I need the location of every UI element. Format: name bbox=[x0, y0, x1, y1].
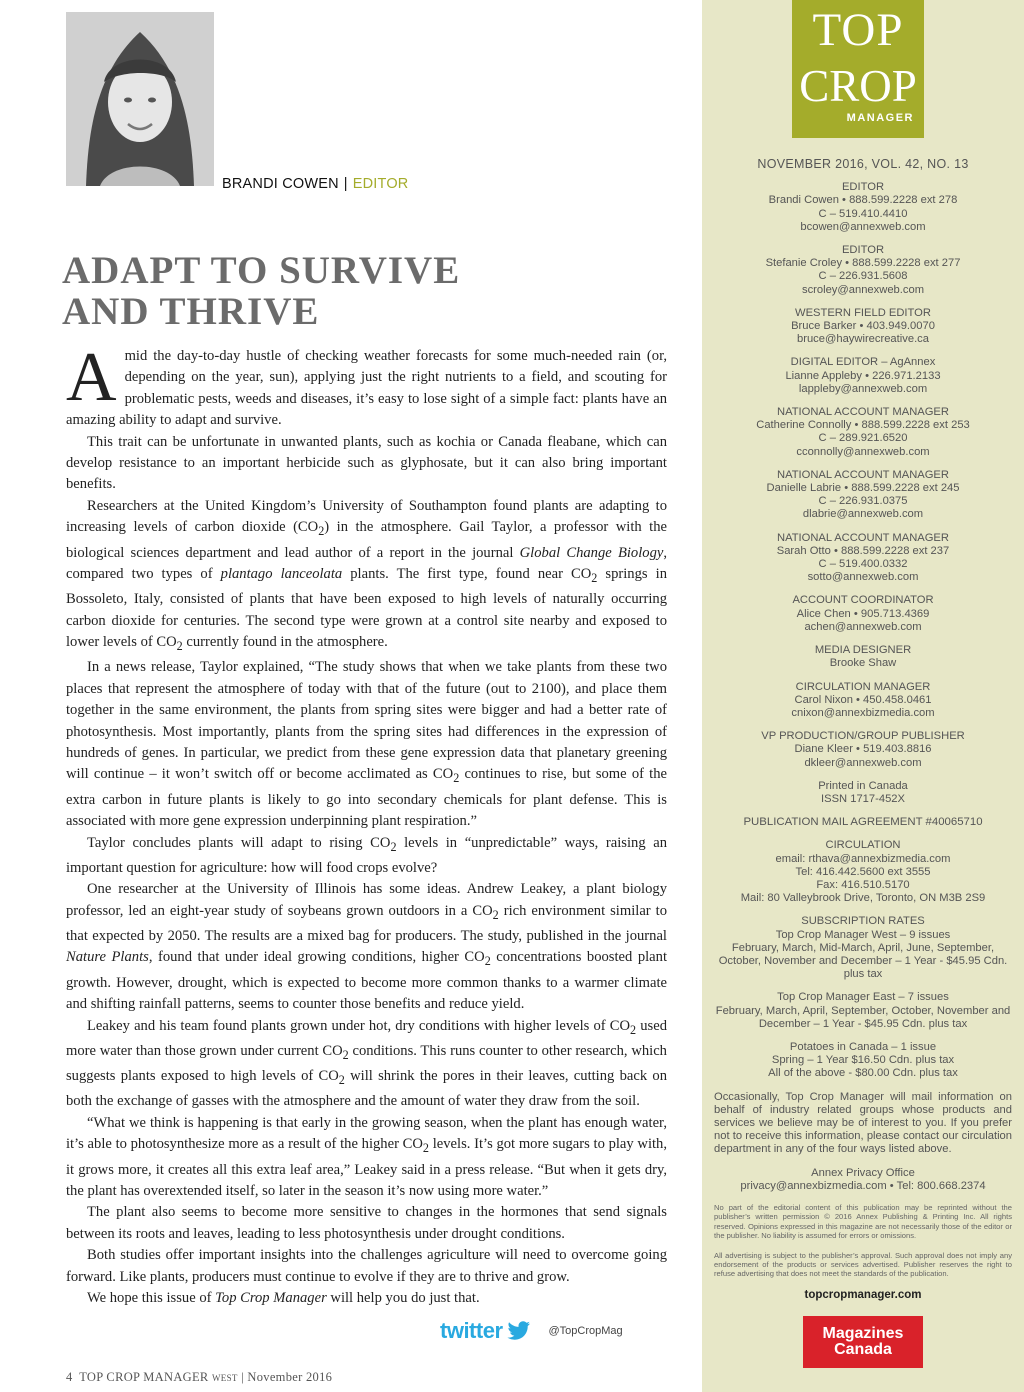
contact-title: VP PRODUCTION/GROUP PUBLISHER bbox=[761, 730, 965, 743]
contact-email[interactable]: bruce@haywirecreative.ca bbox=[797, 333, 929, 346]
contact-email[interactable]: scroley@annexweb.com bbox=[801, 283, 925, 296]
paragraph-1 bbox=[66, 339, 667, 432]
journal-name: Nature Plants bbox=[66, 949, 149, 966]
contact-block bbox=[714, 730, 1012, 770]
byline-role: EDITOR bbox=[352, 176, 409, 192]
contact-title: NATIONAL ACCOUNT MANAGER bbox=[777, 468, 949, 481]
circulation-title: CIRCULATION bbox=[825, 839, 901, 852]
contact-block bbox=[714, 307, 1012, 347]
circulation-block bbox=[714, 839, 1012, 905]
contact-email[interactable]: bcowen@annexweb.com bbox=[800, 220, 926, 233]
species-name: plantago lanceolata bbox=[220, 565, 343, 582]
contact-line: Danielle Labrie • 888.599.2228 ext 245 bbox=[766, 482, 960, 495]
paragraph-6 bbox=[66, 879, 667, 1015]
contact-block bbox=[714, 644, 1012, 670]
paragraph-11 bbox=[66, 1288, 667, 1309]
logo-line-3: MANAGER bbox=[846, 112, 914, 124]
issue-info: NOVEMBER 2016, VOL. 42, NO. 13 bbox=[757, 157, 969, 171]
contact-line: Stefanie Croley • 888.599.2228 ext 277 bbox=[765, 257, 961, 270]
magazine-name: Top Crop Manager bbox=[215, 1290, 327, 1307]
p5-text: levels in “unpredictable” ways, raising an important question for agriculture: how will food crops evolve? bbox=[66, 834, 667, 876]
potatoes-detail: Spring – 1 Year $16.50 Cdn. plus tax bbox=[771, 1054, 955, 1067]
subscription-east-block bbox=[714, 991, 1012, 1031]
contact-title: NATIONAL ACCOUNT MANAGER bbox=[777, 531, 949, 544]
contact-line: Bruce Barker • 403.949.0070 bbox=[791, 320, 935, 333]
editor-portrait-icon bbox=[66, 12, 214, 186]
all-of-above: All of the above - $80.00 Cdn. plus tax bbox=[768, 1067, 958, 1080]
contact-line: Diane Kleer • 519.403.8816 bbox=[794, 743, 932, 756]
twitter-link[interactable] bbox=[440, 1318, 623, 1344]
contact-email[interactable]: lappleby@annexweb.com bbox=[798, 382, 928, 395]
p8-text: levels. It’s got more sugars to play with, it grows more, it creates all this extra leaf area,” Leakey said in a press release. “But when it gets dry, the plant has overextended itself, so later in the season it’s now using more water.” bbox=[66, 1136, 667, 1199]
drop-cap: A bbox=[66, 339, 117, 416]
website-link[interactable]: topcropmanager.com bbox=[804, 1288, 922, 1301]
subscription-east-detail: February, March, April, September, October, November and December – 1 Year - $45.95 Cdn. plus tax bbox=[715, 1004, 1011, 1030]
subscript: 2 bbox=[338, 1073, 345, 1088]
p5-text: Taylor concludes plants will adapt to rising CO bbox=[87, 834, 391, 851]
p3-text: plants. The first type, found near CO bbox=[342, 565, 592, 582]
contact-title: MEDIA DESIGNER bbox=[814, 644, 912, 657]
circulation-email[interactable]: email: rthava@annexbizmedia.com bbox=[775, 852, 951, 865]
contact-title: ACCOUNT COORDINATOR bbox=[792, 594, 934, 607]
contact-line: C – 519.410.4410 bbox=[818, 207, 908, 220]
subscript: 2 bbox=[630, 1022, 637, 1037]
p3-text: currently found in the atmosphere. bbox=[182, 634, 388, 651]
contact-title: CIRCULATION MANAGER bbox=[795, 680, 931, 693]
circulation-fax: Fax: 416.510.5170 bbox=[816, 878, 910, 891]
byline-name: BRANDI COWEN bbox=[222, 176, 339, 192]
contact-block bbox=[714, 532, 1012, 585]
contact-email[interactable]: achen@annexweb.com bbox=[804, 620, 922, 633]
p6-text: One researcher at the University of Illinois has some ideas. Andrew Leakey, a plant biology professor, led an eight-year study of soybeans grown outdoors in a CO bbox=[66, 881, 667, 919]
paragraph-2: This trait can be unfortunate in unwanted plants, such as kochia or Canada fleabane, which can develop resistance to an important herbicide such as glyphosate, but it can also bring important benefits. bbox=[66, 433, 667, 493]
footer-date: November 2016 bbox=[247, 1370, 333, 1384]
circulation-mail: Mail: 80 Valleybrook Drive, Toronto, ON M3B 2S9 bbox=[740, 892, 986, 905]
p7-text: Leakey and his team found plants grown under hot, dry conditions with higher levels of CO bbox=[87, 1017, 631, 1034]
subscript: 2 bbox=[484, 954, 491, 969]
subscription-west-title: Top Crop Manager West – 9 issues bbox=[775, 928, 951, 941]
contact-title: EDITOR bbox=[841, 181, 885, 194]
contact-title: DIGITAL EDITOR – AgAnnex bbox=[790, 356, 936, 369]
paragraph-8 bbox=[66, 1113, 667, 1203]
p6-text: rich environment similar to that expected by 2050. The results are a mixed bag for producers. The study, published in the journal bbox=[66, 902, 667, 944]
subscription-west-detail: February, March, Mid-March, April, June, September, October, November and December – 1 Year - $45.95 Cdn. plus tax bbox=[718, 941, 1008, 981]
p7-text: used more water than those grown under current CO bbox=[66, 1017, 667, 1059]
subscript: 2 bbox=[591, 570, 598, 585]
p3-text: ) in the atmosphere. Gail Taylor, a professor with the biological sciences department and lead author of a report in the journal bbox=[66, 519, 667, 561]
contact-title: EDITOR bbox=[841, 244, 885, 257]
contact-block bbox=[714, 181, 1012, 234]
paragraph-9: The plant also seems to become more sensitive to changes in the hormones that send signals between its roots and leaves, leading to less photosynthesis under drought conditions. bbox=[66, 1204, 667, 1242]
contact-line: C – 226.931.5608 bbox=[818, 270, 908, 283]
p4-text: In a news release, Taylor explained, “The study shows that when we take plants from these two places that represent the atmosphere of today with that of the future (out to 2100), and place them together in the same environment, the plants from spring sites were bigger and had a better rate of photosynthesis. Most importantly, plants from the spring sites had differences in the expression of hundreds of genes. In particular, we predict from these gene expression data that planetary greening will continue – it won’t switch off or become acclimated as CO bbox=[66, 659, 667, 783]
contact-line: C – 226.931.0375 bbox=[818, 495, 908, 508]
potatoes-block bbox=[714, 1041, 1012, 1081]
p4-text: continues to rise, but some of the extra carbon in future plants is likely to go into secondary chemicals for plant defense. This is associated with more gene expression underpinning plant respiration.” bbox=[66, 766, 667, 830]
magazines-canada-logo bbox=[803, 1316, 923, 1368]
footer-separator: | bbox=[241, 1370, 244, 1384]
contact-line: Brandi Cowen • 888.599.2228 ext 278 bbox=[768, 194, 958, 207]
contact-block bbox=[714, 681, 1012, 721]
subscript: 2 bbox=[390, 839, 397, 854]
page-number: 4 bbox=[66, 1370, 73, 1384]
contact-line: Alice Chen • 905.713.4369 bbox=[796, 607, 930, 620]
article-body bbox=[66, 339, 668, 1309]
byline bbox=[222, 176, 408, 192]
p6-text: concentrations boosted plant growth. However, drought, which is expected to become more common thanks to a warmer climate and shifting rainfall patterns, seems to counter those benefits and reduce yield. bbox=[66, 949, 668, 1013]
printed-block bbox=[714, 780, 1012, 806]
paragraph-7 bbox=[66, 1016, 667, 1113]
contact-title: NATIONAL ACCOUNT MANAGER bbox=[777, 406, 949, 419]
contact-email[interactable]: dlabrie@annexweb.com bbox=[802, 508, 924, 521]
contact-line: Catherine Connolly • 888.599.2228 ext 253 bbox=[756, 419, 970, 432]
subscription-east-title: Top Crop Manager East – 7 issues bbox=[777, 991, 949, 1004]
p11-text: We hope this issue of bbox=[87, 1290, 216, 1307]
contact-block bbox=[714, 594, 1012, 634]
footer-title: TOP CROP MANAGER bbox=[79, 1370, 209, 1384]
journal-name: Global Change Biology bbox=[519, 544, 664, 561]
p7-text: conditions. This runs counter to other research, which suggests plants exposed to high levels of CO bbox=[66, 1042, 667, 1085]
headline-line-2: AND THRIVE bbox=[62, 290, 320, 333]
p3-text: springs in Bossoleto, Italy, consisted of plants that have been exposed to high levels of naturally occurring carbon dioxide for centuries. The second type were grown at a control site nearby and exposed to lower levels of CO bbox=[66, 565, 667, 651]
subscript: 2 bbox=[492, 907, 499, 922]
paragraph-3 bbox=[66, 496, 667, 658]
p3-text: Researchers at the United Kingdom’s University of Southampton found plants are adapting to increasing levels of carbon dioxide (CO bbox=[66, 497, 667, 536]
subscript: 2 bbox=[342, 1047, 349, 1062]
issn-line: ISSN 1717-452X bbox=[821, 792, 905, 805]
p1-text: mid the day-to-day hustle of checking weather forecasts for some much-needed rain (or, depending on the year, sun), applying just the right nutrients to a field, and scouting for problematic pests, weeds and diseases, it’s easy to lose sight of a simple fact: plants have an amazing ability to adapt and survive. bbox=[66, 348, 667, 429]
logo-line-1: TOP bbox=[812, 4, 904, 56]
magcan-line-1: Magazines bbox=[822, 1325, 904, 1342]
printed-line: Printed in Canada bbox=[818, 779, 908, 792]
subscription-title: SUBSCRIPTION RATES bbox=[801, 915, 925, 928]
contact-line: Sarah Otto • 888.599.2228 ext 237 bbox=[776, 544, 950, 557]
editor-photo bbox=[66, 12, 214, 186]
p11-text: will help you do just that. bbox=[326, 1290, 480, 1307]
privacy-title: Annex Privacy Office bbox=[811, 1166, 915, 1179]
headline bbox=[62, 250, 582, 332]
twitter-handle[interactable]: @TopCropMag bbox=[548, 1325, 623, 1337]
paragraph-5 bbox=[66, 833, 667, 880]
contact-line: C – 289.921.6520 bbox=[818, 432, 908, 445]
twitter-wordmark: twitter bbox=[440, 1318, 503, 1343]
contact-block bbox=[714, 356, 1012, 396]
page-footer bbox=[66, 1370, 332, 1385]
subscript: 2 bbox=[176, 639, 183, 653]
contacts-list bbox=[714, 181, 1012, 770]
contact-email[interactable]: cnixon@annexbizmedia.com bbox=[791, 706, 935, 719]
contact-line: Brooke Shaw bbox=[829, 657, 897, 670]
byline-separator: | bbox=[343, 176, 348, 192]
privacy-contact[interactable]: privacy@annexbizmedia.com • Tel: 800.668.2374 bbox=[740, 1179, 986, 1192]
contact-block bbox=[714, 406, 1012, 459]
privacy-block bbox=[714, 1167, 1012, 1193]
contact-email[interactable]: cconnolly@annexweb.com bbox=[796, 445, 930, 458]
subscript: 2 bbox=[318, 524, 325, 539]
contact-email[interactable]: dkleer@annexweb.com bbox=[804, 756, 922, 769]
occasionally-notice: Occasionally, Top Crop Manager will mail information on behalf of industry related groups whose products and services we believe may be of interest to you. If you prefer not to receive this information, please contact our circulation department in any of the four ways listed above. bbox=[714, 1090, 1012, 1156]
contact-block bbox=[714, 244, 1012, 297]
masthead bbox=[714, 158, 1012, 1302]
subscript: 2 bbox=[453, 771, 460, 786]
publication-agreement: PUBLICATION MAIL AGREEMENT #40065710 bbox=[743, 816, 983, 829]
contact-line: Carol Nixon • 450.458.0461 bbox=[794, 693, 932, 706]
subscript: 2 bbox=[422, 1141, 429, 1156]
contact-line: Lianne Appleby • 226.971.2133 bbox=[785, 369, 941, 382]
top-crop-manager-logo bbox=[792, 0, 924, 138]
paragraph-4 bbox=[66, 657, 667, 832]
p6-text: , found that under ideal growing conditions, higher CO bbox=[148, 949, 485, 966]
contact-line: C – 519.400.0332 bbox=[818, 558, 908, 571]
footer-edition: WEST bbox=[212, 1373, 238, 1383]
logo-line-2: CROP bbox=[799, 61, 917, 111]
copyright-notice: No part of the editorial content of this publication may be reprinted without the publisher’s written permission © 2016 Annex Publishing & Printing Inc. All rights reserved. Opinions expressed in this magazine are not necessarily those of the editor or the publisher. No liability is assumed for errors or omissions. bbox=[714, 1203, 1012, 1241]
paragraph-10: Both studies offer important insights into the challenges agriculture will need to overcome going forward. Like plants, producers must continue to evolve if they are to thrive and grow. bbox=[66, 1247, 667, 1285]
p8-text: “What we think is happening is that early in the growing season, when the plant has enough water, it’s able to photosynthesize more as a result of the higher CO bbox=[66, 1114, 667, 1153]
magcan-line-2: Canada bbox=[834, 1341, 892, 1358]
contact-block bbox=[714, 469, 1012, 522]
circulation-tel: Tel: 416.442.5600 ext 3555 bbox=[795, 865, 931, 878]
p7-text: will shrink the pores in their leaves, cutting back on both the exchange of gasses with the atmosphere and the amount of water they draw from the soil. bbox=[66, 1068, 667, 1110]
twitter-bird-icon bbox=[507, 1321, 531, 1341]
contact-email[interactable]: sotto@annexweb.com bbox=[807, 571, 919, 584]
headline-line-1: ADAPT TO SURVIVE bbox=[62, 249, 461, 292]
potatoes-title: Potatoes in Canada – 1 issue bbox=[789, 1040, 937, 1053]
subscription-block bbox=[714, 915, 1012, 981]
contact-title: WESTERN FIELD EDITOR bbox=[795, 306, 931, 319]
p3-text: , compared two types of bbox=[66, 544, 667, 582]
advertising-notice: All advertising is subject to the publisher’s approval. Such approval does not imply any endorsement of the products or services advertised. Publisher reserves the right to refuse advertising that does not meet the standards of the publication. bbox=[714, 1250, 1012, 1279]
